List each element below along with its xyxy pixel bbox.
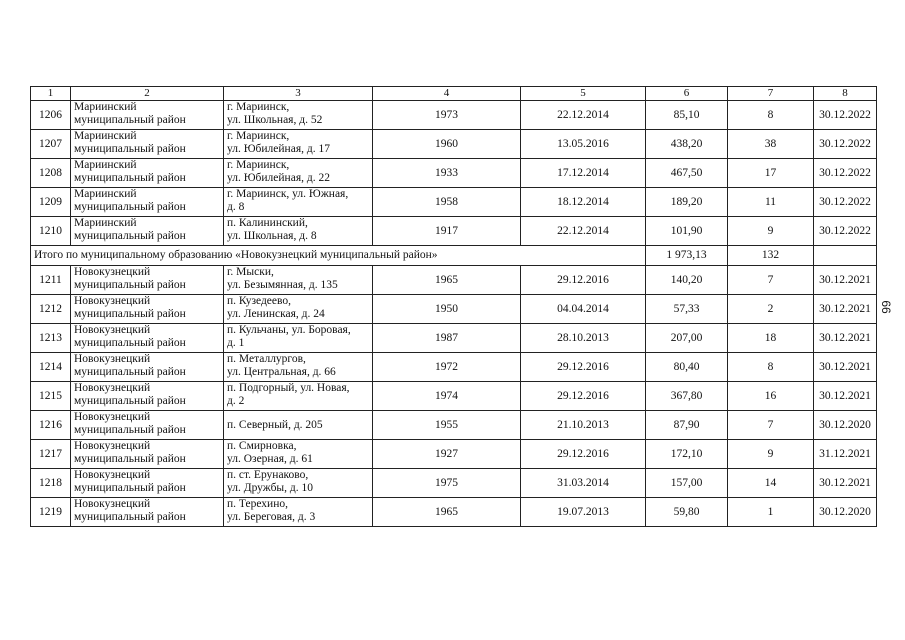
district-line: Новокузнецкий	[74, 382, 151, 394]
district-line: Новокузнецкий	[74, 353, 151, 365]
area-cell: 57,33	[646, 295, 728, 324]
address-line: г. Мариинск,	[227, 130, 290, 142]
district-cell	[71, 295, 224, 324]
year-cell: 1950	[373, 295, 521, 324]
area-cell: 207,00	[646, 324, 728, 353]
district-cell	[71, 324, 224, 353]
table-row	[31, 411, 877, 440]
year-cell: 1972	[373, 353, 521, 382]
district-line: Новокузнецкий	[74, 266, 151, 278]
date-cell: 29.12.2016	[521, 266, 646, 295]
address-line: ул. Юбилейная, д. 17	[227, 143, 330, 155]
address-cell	[224, 295, 373, 324]
district-line: муниципальный район	[74, 308, 186, 320]
row-number: 1208	[31, 159, 71, 188]
address-line: ул. Школьная, д. 8	[227, 230, 317, 242]
count-cell: 11	[728, 188, 814, 217]
row-number: 1215	[31, 382, 71, 411]
district-line: муниципальный район	[74, 482, 186, 494]
table-row	[31, 188, 877, 217]
subtotal-empty-cell	[814, 246, 877, 266]
district-line: муниципальный район	[74, 143, 186, 155]
date-cell: 21.10.2013	[521, 411, 646, 440]
deadline-cell: 30.12.2021	[814, 382, 877, 411]
deadline-cell: 30.12.2022	[814, 159, 877, 188]
date-cell: 18.12.2014	[521, 188, 646, 217]
row-number: 1214	[31, 353, 71, 382]
address-cell: п. Северный, д. 205	[224, 411, 373, 440]
district-line: Новокузнецкий	[74, 469, 151, 481]
count-cell: 8	[728, 101, 814, 130]
year-cell: 1975	[373, 469, 521, 498]
deadline-cell: 30.12.2021	[814, 266, 877, 295]
district-cell	[71, 411, 224, 440]
address-line: п. Смирновка,	[227, 440, 297, 452]
district-line: Новокузнецкий	[74, 411, 151, 423]
address-cell	[224, 266, 373, 295]
header-cell: 2	[71, 87, 224, 101]
table-row	[31, 382, 877, 411]
address-line: ул. Безымянная, д. 135	[227, 279, 338, 291]
header-cell: 5	[521, 87, 646, 101]
address-line: п. Кульчаны, ул. Боровая,	[227, 324, 351, 336]
address-line: д. 1	[227, 337, 245, 349]
area-cell: 157,00	[646, 469, 728, 498]
table-row	[31, 353, 877, 382]
date-cell: 22.12.2014	[521, 101, 646, 130]
table-row	[31, 324, 877, 353]
district-line: муниципальный район	[74, 114, 186, 126]
district-line: муниципальный район	[74, 395, 186, 407]
area-cell: 172,10	[646, 440, 728, 469]
subtotal-count: 132	[728, 246, 814, 266]
count-cell: 16	[728, 382, 814, 411]
count-cell: 2	[728, 295, 814, 324]
deadline-cell: 30.12.2020	[814, 498, 877, 527]
year-cell: 1974	[373, 382, 521, 411]
subtotal-row	[31, 246, 877, 266]
deadline-cell: 30.12.2021	[814, 353, 877, 382]
subtotal-label: Итого по муниципальному образованию «Новокузнецкий муниципальный район»	[31, 246, 646, 266]
area-cell: 59,80	[646, 498, 728, 527]
district-cell	[71, 101, 224, 130]
date-cell: 17.12.2014	[521, 159, 646, 188]
deadline-cell: 31.12.2021	[814, 440, 877, 469]
district-line: муниципальный район	[74, 366, 186, 378]
district-line: Мариинский	[74, 188, 137, 200]
address-line: ул. Ленинская, д. 24	[227, 308, 325, 320]
address-line: ул. Школьная, д. 52	[227, 114, 323, 126]
area-cell: 438,20	[646, 130, 728, 159]
date-cell: 29.12.2016	[521, 353, 646, 382]
district-line: Мариинский	[74, 217, 137, 229]
district-line: Новокузнецкий	[74, 440, 151, 452]
deadline-cell: 30.12.2020	[814, 411, 877, 440]
district-line: муниципальный район	[74, 230, 186, 242]
table-row	[31, 217, 877, 246]
address-line: п. Терехино,	[227, 498, 288, 510]
row-number: 1218	[31, 469, 71, 498]
address-line: г. Мыски,	[227, 266, 274, 278]
count-cell: 18	[728, 324, 814, 353]
district-cell	[71, 440, 224, 469]
district-line: Мариинский	[74, 101, 137, 113]
year-cell: 1987	[373, 324, 521, 353]
deadline-cell: 30.12.2022	[814, 101, 877, 130]
address-line: ул. Центральная, д. 66	[227, 366, 336, 378]
address-cell	[224, 469, 373, 498]
area-cell: 189,20	[646, 188, 728, 217]
district-line: муниципальный район	[74, 172, 186, 184]
deadline-cell: 30.12.2021	[814, 295, 877, 324]
header-cell: 4	[373, 87, 521, 101]
year-cell: 1973	[373, 101, 521, 130]
address-line: п. ст. Ерунаково,	[227, 469, 309, 481]
row-number: 1217	[31, 440, 71, 469]
header-cell: 8	[814, 87, 877, 101]
year-cell: 1933	[373, 159, 521, 188]
date-cell: 28.10.2013	[521, 324, 646, 353]
count-cell: 38	[728, 130, 814, 159]
area-cell: 367,80	[646, 382, 728, 411]
row-number: 1213	[31, 324, 71, 353]
count-cell: 9	[728, 217, 814, 246]
district-line: муниципальный район	[74, 511, 186, 523]
year-cell: 1917	[373, 217, 521, 246]
area-cell: 80,40	[646, 353, 728, 382]
count-cell: 17	[728, 159, 814, 188]
district-cell	[71, 498, 224, 527]
count-cell: 14	[728, 469, 814, 498]
area-cell: 140,20	[646, 266, 728, 295]
district-line: Мариинский	[74, 130, 137, 142]
address-line: д. 2	[227, 395, 245, 407]
count-cell: 7	[728, 411, 814, 440]
address-cell	[224, 498, 373, 527]
address-line: п. Калининский,	[227, 217, 308, 229]
address-cell	[224, 353, 373, 382]
year-cell: 1955	[373, 411, 521, 440]
deadline-cell: 30.12.2022	[814, 188, 877, 217]
table-row	[31, 101, 877, 130]
date-cell: 13.05.2016	[521, 130, 646, 159]
date-cell: 04.04.2014	[521, 295, 646, 324]
area-cell: 101,90	[646, 217, 728, 246]
deadline-cell: 30.12.2021	[814, 469, 877, 498]
date-cell: 29.12.2016	[521, 382, 646, 411]
row-number: 1210	[31, 217, 71, 246]
address-line: ул. Дружбы, д. 10	[227, 482, 313, 494]
address-cell	[224, 159, 373, 188]
district-line: Новокузнецкий	[74, 498, 151, 510]
registry-table	[30, 86, 877, 527]
page-number: 66	[879, 300, 893, 314]
district-cell	[71, 382, 224, 411]
address-line: г. Мариинск,	[227, 101, 290, 113]
district-line: муниципальный район	[74, 337, 186, 349]
year-cell: 1960	[373, 130, 521, 159]
row-number: 1216	[31, 411, 71, 440]
count-cell: 8	[728, 353, 814, 382]
address-cell	[224, 101, 373, 130]
table-row	[31, 440, 877, 469]
date-cell: 29.12.2016	[521, 440, 646, 469]
table-row	[31, 130, 877, 159]
address-line: г. Мариинск, ул. Южная,	[227, 188, 349, 200]
row-number: 1206	[31, 101, 71, 130]
subtotal-area: 1 973,13	[646, 246, 728, 266]
date-cell: 19.07.2013	[521, 498, 646, 527]
district-cell	[71, 469, 224, 498]
row-number: 1207	[31, 130, 71, 159]
deadline-cell: 30.12.2022	[814, 130, 877, 159]
district-line: Новокузнецкий	[74, 324, 151, 336]
district-line: муниципальный район	[74, 279, 186, 291]
address-line: п. Металлургов,	[227, 353, 306, 365]
address-cell	[224, 440, 373, 469]
header-cell: 3	[224, 87, 373, 101]
row-number: 1211	[31, 266, 71, 295]
address-line: п. Подгорный, ул. Новая,	[227, 382, 350, 394]
address-line: г. Мариинск,	[227, 159, 290, 171]
year-cell: 1965	[373, 498, 521, 527]
row-number: 1212	[31, 295, 71, 324]
address-line: ул. Береговая, д. 3	[227, 511, 316, 523]
date-cell: 22.12.2014	[521, 217, 646, 246]
district-line: Новокузнецкий	[74, 295, 151, 307]
date-cell: 31.03.2014	[521, 469, 646, 498]
district-cell	[71, 188, 224, 217]
year-cell: 1965	[373, 266, 521, 295]
district-cell	[71, 159, 224, 188]
district-cell	[71, 266, 224, 295]
address-line: ул. Юбилейная, д. 22	[227, 172, 330, 184]
address-line: ул. Озерная, д. 61	[227, 453, 313, 465]
table-row	[31, 498, 877, 527]
address-line: д. 8	[227, 201, 245, 213]
table-row	[31, 295, 877, 324]
address-cell	[224, 382, 373, 411]
row-number: 1219	[31, 498, 71, 527]
district-line: муниципальный район	[74, 201, 186, 213]
district-cell	[71, 353, 224, 382]
area-cell: 85,10	[646, 101, 728, 130]
address-cell	[224, 130, 373, 159]
deadline-cell: 30.12.2021	[814, 324, 877, 353]
table-row	[31, 159, 877, 188]
district-line: муниципальный район	[74, 424, 186, 436]
count-cell: 9	[728, 440, 814, 469]
district-cell	[71, 217, 224, 246]
year-cell: 1927	[373, 440, 521, 469]
table-row	[31, 469, 877, 498]
district-line: муниципальный район	[74, 453, 186, 465]
address-line: п. Кузедеево,	[227, 295, 291, 307]
address-cell	[224, 188, 373, 217]
header-cell: 6	[646, 87, 728, 101]
address-cell	[224, 324, 373, 353]
count-cell: 7	[728, 266, 814, 295]
document-page	[30, 86, 876, 527]
district-line: Мариинский	[74, 159, 137, 171]
header-row	[31, 87, 877, 101]
address-cell	[224, 217, 373, 246]
count-cell: 1	[728, 498, 814, 527]
header-cell: 7	[728, 87, 814, 101]
deadline-cell: 30.12.2022	[814, 217, 877, 246]
table-row	[31, 266, 877, 295]
year-cell: 1958	[373, 188, 521, 217]
area-cell: 467,50	[646, 159, 728, 188]
area-cell: 87,90	[646, 411, 728, 440]
header-cell: 1	[31, 87, 71, 101]
district-cell	[71, 130, 224, 159]
row-number: 1209	[31, 188, 71, 217]
